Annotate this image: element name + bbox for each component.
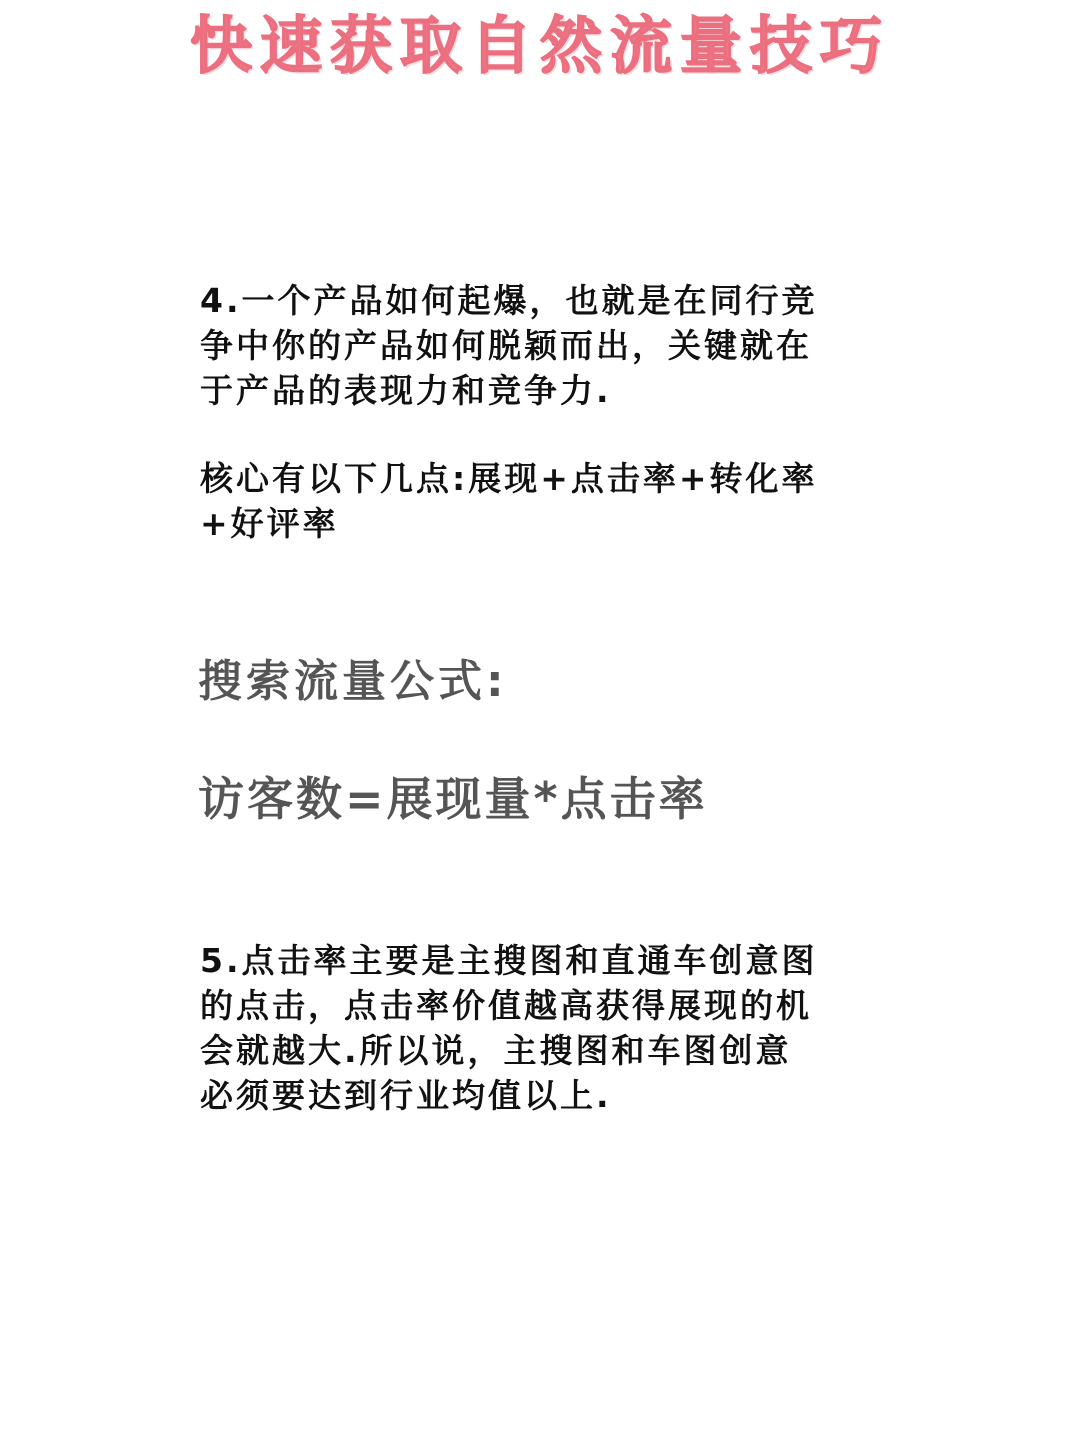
page-title: 快速获取自然流量技巧 (189, 9, 890, 82)
visitor-formula: 访客数=展现量*点击率 (198, 772, 708, 826)
core-points-paragraph: 核心有以下几点:展现+点击率+转化率 +好评率 (200, 459, 818, 543)
point-5-paragraph: 5.点击率主要是主搜图和直通车创意图 的点击，点击率价值越高获得展现的机 会就越大.所以说，主搜图和车图创意 必须要达到行业均值以上. (200, 941, 818, 1115)
search-traffic-formula-heading: 搜索流量公式: (198, 656, 508, 707)
point-4-paragraph: 4.一个产品如何起爆，也就是在同行竞 争中你的产品如何脱颖而出，关键就在 于产品的表现力和竞争力. (200, 281, 818, 410)
